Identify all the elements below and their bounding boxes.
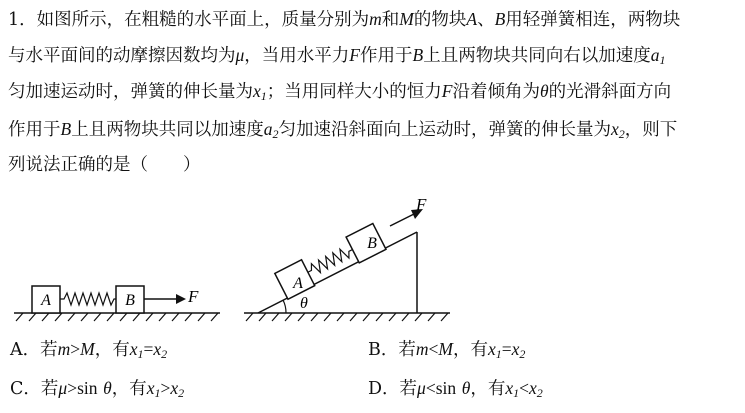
var: x xyxy=(487,339,496,359)
text: 与水平面间的动摩擦因数均为 xyxy=(8,46,236,66)
operator: < xyxy=(519,378,529,398)
subscript: 1 xyxy=(137,347,144,361)
text: 和 xyxy=(381,10,400,30)
subscript: 1 xyxy=(659,53,666,67)
block-b xyxy=(346,223,386,262)
text: 匀加速运动时，弹簧的伸长量为 xyxy=(8,82,253,102)
spring xyxy=(305,244,355,277)
question-line-5 xyxy=(8,154,201,176)
text: 若 xyxy=(399,379,418,399)
text: ；当用同样大小的恒力 xyxy=(266,82,442,102)
subscript: 1 xyxy=(495,347,502,361)
var-F: F xyxy=(349,45,360,65)
var: x xyxy=(528,378,537,398)
function: sin xyxy=(77,378,98,398)
text: ，则下 xyxy=(624,120,678,140)
subscript: 1 xyxy=(154,386,161,400)
subscript: 1 xyxy=(513,386,520,400)
var-x: x xyxy=(610,119,619,139)
ground-hatch xyxy=(16,313,218,321)
text: 若 xyxy=(398,340,416,360)
var: x xyxy=(146,378,155,398)
text: 的光滑斜面方向 xyxy=(548,82,672,102)
var: μ xyxy=(58,378,68,398)
var: M xyxy=(438,339,453,359)
var: M xyxy=(80,339,95,359)
var-a: a xyxy=(263,119,273,139)
subscript: 2 xyxy=(161,347,168,361)
var-x: x xyxy=(253,81,261,101)
spring xyxy=(60,293,116,305)
option-c[interactable] xyxy=(10,377,184,400)
var-theta: θ xyxy=(539,81,549,101)
var: x xyxy=(129,339,138,359)
question-line-3 xyxy=(8,80,671,103)
option-label: C． xyxy=(10,379,41,399)
angle-label: θ xyxy=(300,295,308,312)
var: θ xyxy=(461,378,471,398)
ground-hatch xyxy=(246,313,448,321)
text: ，有 xyxy=(111,379,147,399)
text: 匀加速沿斜面向上运动时，弹簧的伸长量为 xyxy=(278,120,611,140)
var-B: B xyxy=(60,119,72,139)
operator: < xyxy=(428,339,439,359)
text: ，有 xyxy=(94,340,130,360)
text: ，当用水平力 xyxy=(244,46,350,66)
operator: = xyxy=(501,339,512,359)
text: 用轻弹簧相连，两物块 xyxy=(505,10,681,30)
operator: > xyxy=(67,378,78,398)
operator: > xyxy=(160,378,171,398)
option-label: B． xyxy=(368,340,399,360)
text: 沿着倾角为 xyxy=(452,82,540,102)
subscript: 2 xyxy=(272,127,279,141)
var-mu: μ xyxy=(235,45,245,65)
var-a: a xyxy=(650,45,660,65)
option-a[interactable] xyxy=(10,338,167,361)
var: m xyxy=(57,339,71,359)
operator: > xyxy=(70,339,81,359)
figure-horizontal xyxy=(10,270,250,330)
var-F: F xyxy=(441,81,453,101)
text: 若 xyxy=(40,340,58,360)
block-b-label: B xyxy=(367,235,377,252)
text: 作用于 xyxy=(8,120,61,140)
subscript: 2 xyxy=(536,386,543,400)
text: ，有 xyxy=(452,340,488,360)
function: sin xyxy=(435,378,457,398)
text: ，有 xyxy=(470,379,506,399)
subscript: 2 xyxy=(178,386,185,400)
var-M: M xyxy=(399,9,414,29)
var: x xyxy=(511,339,520,359)
block-b-label: B xyxy=(125,292,135,309)
var-A: A xyxy=(466,9,478,29)
force-label: F xyxy=(188,287,199,306)
force-arrow xyxy=(390,214,414,226)
text: 作用于 xyxy=(360,46,413,66)
var: x xyxy=(153,339,162,359)
angle-arc xyxy=(283,300,286,313)
var: x xyxy=(170,378,179,398)
var-m: m xyxy=(369,9,382,29)
text: 若 xyxy=(40,379,59,399)
var: μ xyxy=(417,378,426,398)
subscript: 1 xyxy=(260,89,267,103)
var: θ xyxy=(103,378,112,398)
subscript: 2 xyxy=(519,347,526,361)
block-a-label: A xyxy=(41,292,51,309)
option-d[interactable] xyxy=(368,377,543,400)
force-arrowhead xyxy=(176,294,186,304)
option-label: A． xyxy=(10,340,41,360)
text: 、 xyxy=(477,10,495,30)
var: x xyxy=(505,378,514,398)
block-a-label: A xyxy=(293,275,303,292)
var-B: B xyxy=(494,9,506,29)
question-line-1 xyxy=(8,8,680,31)
option-label: D． xyxy=(368,379,400,399)
question-line-4 xyxy=(8,118,677,141)
operator: < xyxy=(425,378,436,398)
operator: = xyxy=(143,339,154,359)
var: m xyxy=(415,339,429,359)
var-B: B xyxy=(412,45,424,65)
figure-incline xyxy=(240,190,460,325)
question-line-2 xyxy=(8,44,665,67)
text: 如图所示，在粗糙的水平面上，质量分别为 xyxy=(36,10,370,30)
force-label: F xyxy=(416,195,427,214)
subscript: 2 xyxy=(618,127,625,141)
text: 列说法正确的是（ ） xyxy=(8,155,201,175)
question-number: 1． xyxy=(8,10,37,30)
text: 上且两物块共同以加速度 xyxy=(71,120,264,140)
option-b[interactable] xyxy=(368,338,525,361)
text: 上且两物块共同向右以加速度 xyxy=(423,46,651,66)
text: 的物块 xyxy=(413,10,467,30)
